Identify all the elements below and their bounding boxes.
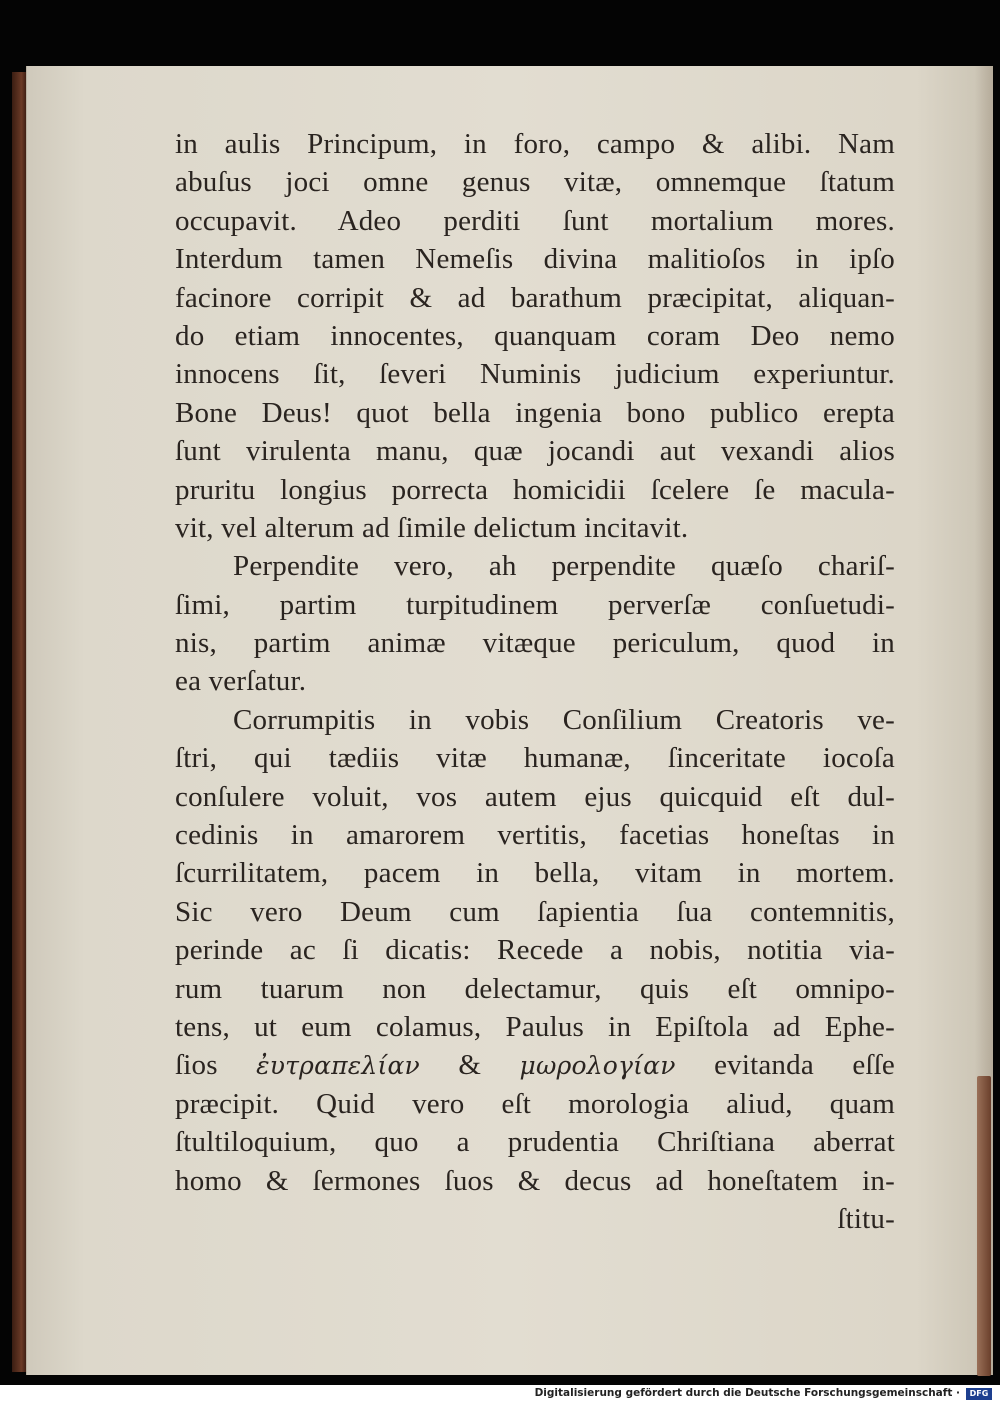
text-line: ſimi, partim turpitudinem perverſæ conſuetudi- [175,588,895,621]
text-line: facinore corripit & ad barathum præcipitat, aliquan- [175,281,895,314]
text-line: præcipit. Quid vero eſt morologia aliud, quam [175,1087,895,1120]
text-line: tens, ut eum colamus, Paulus in Epiſtola ad Ephe- [175,1010,895,1043]
text-line: Sic vero Deum cum ſapientia ſua contemnitis, [175,895,895,928]
text-line: ſtultiloquium, quo a prudentia Chriſtiana aberrat [175,1126,895,1159]
text-line: do etiam innocentes, quanquam coram Deo nemo [175,319,895,352]
text-line: in aulis Principum, in foro, campo & alibi. Nam [175,128,895,160]
page-text-block [175,125,895,1238]
text-line: rum tuarum non delectamur, quis eſt omnipo- [175,972,895,1005]
text-line: vit, vel alterum ad ſimile delictum incitavit. [175,511,689,544]
catchword: ſtitu- [837,1202,895,1235]
greek-word-morologia: μωρολογίαν [519,1051,676,1081]
dfg-logo: DFG [966,1388,992,1400]
text-line: cedinis in amarorem vertitis, facetias honeſtas in [175,819,895,852]
text-line: ſunt virulenta manu, quæ jocandi aut vexandi alios [175,435,895,468]
greek-text-line [175,1046,895,1084]
text-line: conſulere voluit, vos autem ejus quicquid eſt dul- [175,780,895,813]
page-edge-damage [977,1076,991,1376]
greek-word-eutrapelia: ἐυτραπελίαν [256,1051,420,1081]
text-segment: evitanda eſſe [675,1049,895,1082]
text-line: pruritu longius porrecta homicidii ſcelere ſe macula- [175,473,895,506]
text-line: abuſus joci omne genus vitæ, omnemque ſtatum [175,166,895,199]
text-line: Bone Deus! quot bella ingenia bono publico erepta [175,396,895,429]
paragraph-start-line: Perpendite vero, ah perpendite quæſo chariſ- [233,550,895,583]
funding-credit: Digitalisierung gefördert durch die Deutsche Forschungsgemeinschaft · [534,1387,960,1399]
text-line: ſcurrilitatem, pacem in bella, vitam in mortem. [175,857,895,890]
text-segment: & [419,1049,520,1082]
text-segment: ſios [175,1049,257,1082]
text-line: occupavit. Adeo perditi ſunt mortalium mores. [175,204,895,237]
paragraph-start-line: Corrumpitis in vobis Conſilium Creatoris ve- [233,703,895,736]
text-line: nis, partim animæ vitæque periculum, quod in [175,627,895,660]
text-line: perinde ac ſi dicatis: Recede a nobis, notitia via- [175,934,895,967]
text-line: homo & ſermones ſuos & decus ad honeſtatem in- [175,1164,895,1197]
text-line: ea verſatur. [175,665,307,698]
text-line: innocens ſit, ſeveri Numinis judicium experiuntur. [175,358,895,391]
text-line: Interdum tamen Nemeſis divina malitioſos in ipſo [175,243,895,276]
footer-bar [0,1385,1000,1404]
text-line: ſtri, qui tædiis vitæ humanæ, ſinceritate iocoſa [175,742,895,775]
